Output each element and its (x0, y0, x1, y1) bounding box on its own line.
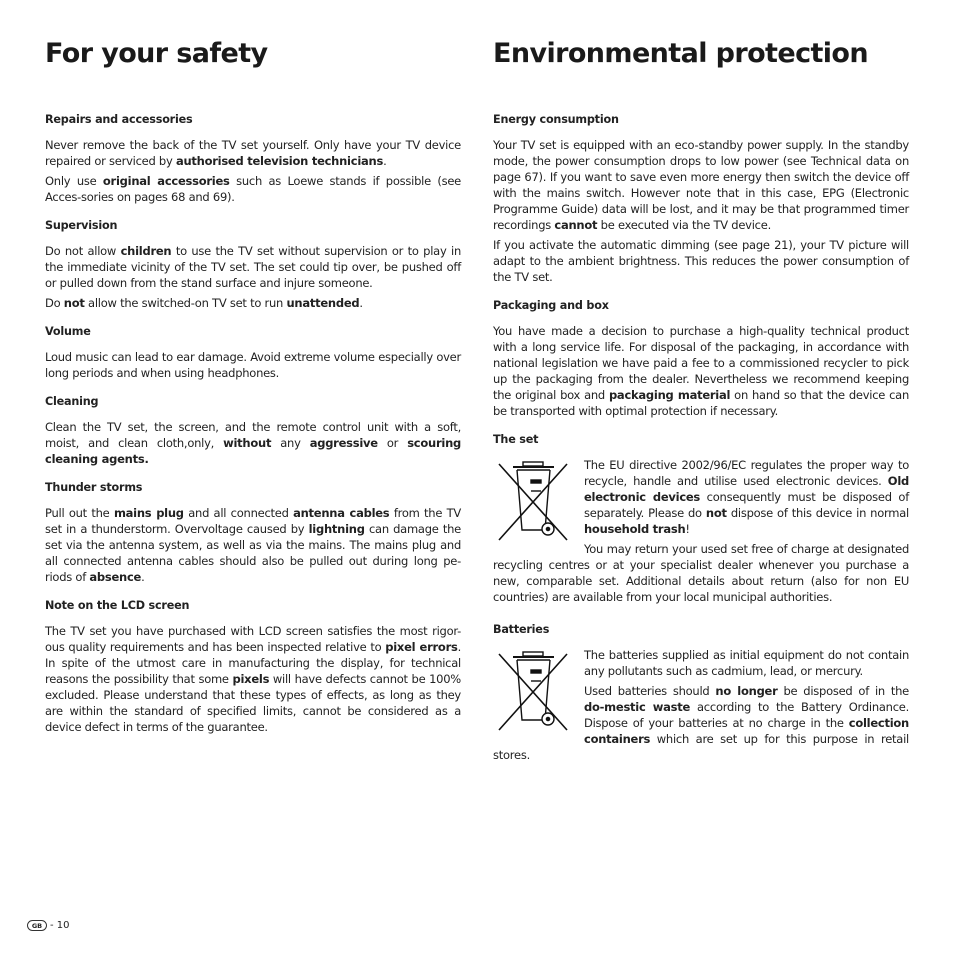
section-repairs-and-accessories (45, 112, 461, 205)
section-heading: Supervision (45, 219, 118, 232)
emphasis-text: aggressive (309, 436, 378, 450)
emphasis-text: not (63, 296, 85, 310)
body-text: Never remove the back of the TV set yourself. Only have your TV device repaired or serviced by (45, 138, 461, 168)
section-heading: Volume (45, 325, 91, 338)
body-text: You have made a decision to purchase a high-quality technical product with a long service life. For disposal of the packaging, in accordance with national legislation we have paid a fee to a commissioned recycler to pick up the packaging from the dealer. Nevertheless we recommend keeping the original box and (493, 324, 909, 402)
safety-content (45, 112, 461, 748)
crossed-out-wheelie-bin-icon (493, 648, 573, 736)
body-text: according to the Battery Ordinance. Dispose of your batteries at no charge in the (584, 700, 909, 730)
body-text: Only use (45, 174, 103, 188)
section-heading: Packaging and box (493, 299, 609, 312)
emphasis-text: pixels (232, 672, 270, 686)
section-heading: Note on the LCD screen (45, 599, 190, 612)
body-text: Pull out the (45, 506, 114, 520)
paragraph (45, 623, 461, 735)
emphasis-text: mains plug (113, 506, 184, 520)
body-text: You may return your used set free of charge at designated recycling centres or at your specialist dealer whenever you purchase a new, comparable set. Additional details about return (also for non EU countries) are available from your local municipal authorities. (493, 542, 909, 604)
body-text: The batteries supplied as initial equipment do not contain any pollutants such as cadmium, lead, or mercury. (584, 648, 909, 678)
section-heading: The set (493, 433, 539, 446)
page-footer (27, 920, 70, 931)
section-note-on-the-lcd-screen (45, 598, 461, 735)
body-text: Your TV set is equipped with an eco-standby power supply. In the standby mode, the power consumption drops to low power (see Technical data on page 67). If you want to save even more energy then switch the device off with the mains switch. However note that in this case, EPG (Electronic Programme Guide) data will be lost, and it may be that programmed timer recordings (493, 138, 909, 232)
section-supervision (45, 218, 461, 311)
emphasis-text: no longer (715, 684, 778, 698)
paragraph (45, 137, 461, 169)
body-text: Clean the TV set, the screen, and the remote control unit with a soft, moist, and clean cloth,only, (45, 420, 461, 450)
section-energy-consumption (493, 112, 909, 285)
body-text: ! (685, 522, 690, 536)
paragraph (45, 295, 461, 311)
section-heading: Thunder storms (45, 481, 143, 494)
body-text: and all connected (183, 506, 294, 520)
emphasis-text: without (223, 436, 272, 450)
body-text: . (141, 570, 145, 584)
body-text: or (377, 436, 408, 450)
body-text: such as Loewe stands if possible (see Acces-sories on pages 68 and 69). (45, 174, 461, 204)
body-text: be disposed of in the (777, 684, 910, 698)
paragraph (45, 419, 461, 467)
page-title-safety: For your safety (45, 38, 268, 69)
emphasis-text: Old electronic devices (584, 474, 909, 504)
body-text: Do not allow (45, 244, 121, 258)
section-heading: Energy consumption (493, 113, 619, 126)
section-volume (45, 324, 461, 381)
emphasis-text: household trash (584, 522, 686, 536)
emphasis-text: absence (89, 570, 142, 584)
paragraph (45, 243, 461, 291)
body-text: will have defects cannot be 100% excluded. Please understand that these types of effects, as long as they are within the standard of specified limits, cannot be considered as a device defect in terms of the guarantee. (45, 672, 461, 734)
body-text: . (383, 154, 387, 168)
section-heading: Cleaning (45, 395, 99, 408)
body-text: The EU directive 2002/96/EC regulates the proper way to recycle, handle and utilise used electronic devices. (584, 458, 909, 488)
body-text: allow the switched-on TV set to run (84, 296, 287, 310)
emphasis-text: original accessories (102, 174, 230, 188)
section-thunder-storms (45, 480, 461, 585)
paragraph (45, 505, 461, 585)
section-packaging-and-box (493, 298, 909, 419)
emphasis-text: not (705, 506, 727, 520)
body-text: can damage the set via the antenna system, as well as via the mains. The mains plug and all connected antenna cables should also be pulled out during long pe-riods of (45, 522, 461, 584)
body-text: to use the TV set without supervision or to play in the immediate vicinity of the TV set. The set could tip over, be pushed off or pulled down from the stand surface and injure someone. (45, 244, 461, 290)
emphasis-text: cannot (554, 218, 598, 232)
emphasis-text: antenna cables (293, 506, 390, 520)
emphasis-text: scouring cleaning agents. (45, 436, 461, 466)
body-text: Do (45, 296, 64, 310)
environment-content (493, 112, 909, 780)
country-badge: GB (27, 920, 47, 931)
emphasis-text: lightning (308, 522, 365, 536)
body-text: consequently must be disposed of separately. Please do (584, 490, 910, 520)
crossed-out-wheelie-bin-icon (493, 458, 573, 546)
body-text: any (271, 436, 310, 450)
emphasis-text: packaging material (608, 388, 731, 402)
paragraph (493, 323, 909, 419)
section-cleaning (45, 394, 461, 467)
section-heading: Batteries (493, 623, 550, 636)
emphasis-text: collection containers (584, 716, 909, 746)
body-text: which are set up for this purpose in retail stores. (493, 732, 909, 762)
body-text: . In spite of the utmost care in manufacturing the display, for technical reasons the possibility that some (45, 640, 461, 686)
section-batteries (493, 622, 909, 767)
body-text: from the TV set in a thunderstorm. Overvoltage caused by (45, 506, 461, 536)
paragraph (493, 237, 909, 285)
paragraph (493, 541, 909, 605)
body-text: on hand so that the device can be transported with optimal protection if necessary. (493, 388, 909, 418)
paragraph (493, 137, 909, 233)
emphasis-text: children (120, 244, 172, 258)
paragraph (45, 349, 461, 381)
emphasis-text: authorised television technicians (175, 154, 384, 168)
body-text: If you activate the automatic dimming (see page 21), your TV picture will adapt to the ambient brightness. This reduces the power consumption of the TV set. (493, 238, 909, 284)
emphasis-text: do-mestic waste (584, 700, 691, 714)
body-text: Loud music can lead to ear damage. Avoid extreme volume especially over long periods and when using headphones. (45, 350, 461, 380)
body-text: The TV set you have purchased with LCD screen satisfies the most rigor-ous quality requirements and has been inspected relative to (45, 624, 461, 654)
page-number: - 10 (50, 920, 70, 931)
paragraph (45, 173, 461, 205)
body-text: be executed via the TV device. (597, 218, 771, 232)
emphasis-text: pixel errors (385, 640, 458, 654)
emphasis-text: unattended (286, 296, 360, 310)
section-heading: Repairs and accessories (45, 113, 193, 126)
section-the-set (493, 432, 909, 609)
body-text: dispose of this device in normal (726, 506, 909, 520)
page-title-environment: Environmental protection (493, 38, 869, 69)
body-text: Used batteries should (584, 684, 716, 698)
body-text: . (359, 296, 363, 310)
